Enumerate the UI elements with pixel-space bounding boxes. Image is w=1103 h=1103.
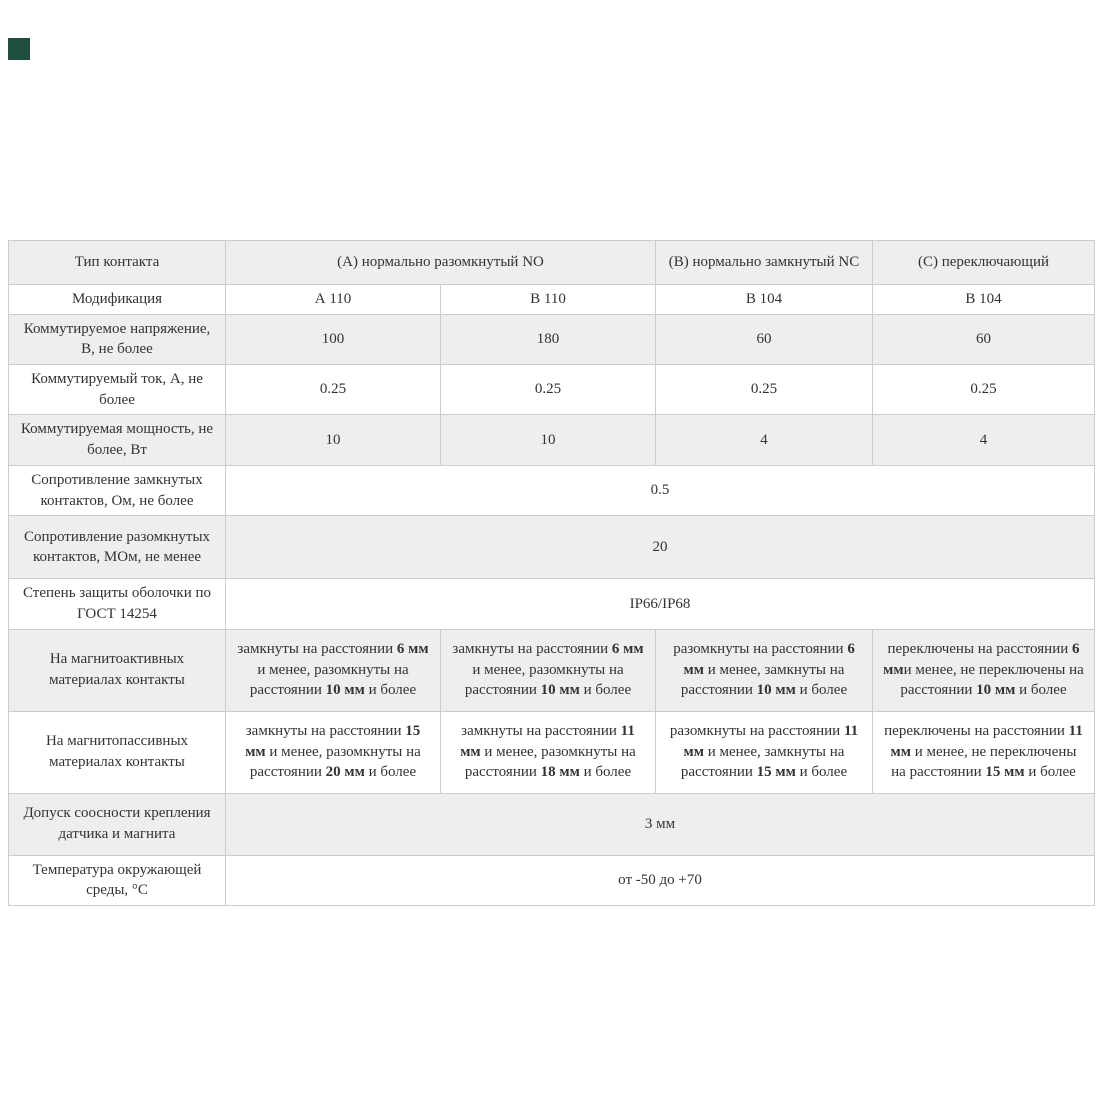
row-label: Тип контакта <box>9 241 226 285</box>
value-cell: 60 <box>873 314 1095 364</box>
value-cell: 4 <box>873 415 1095 465</box>
value-cell: В 110 <box>441 285 656 315</box>
value-cell: 100 <box>226 314 441 364</box>
table-row-modification <box>9 285 1095 315</box>
row-label: Степень защиты оболочки по ГОСТ 14254 <box>9 579 226 629</box>
value-cell: 10 <box>441 415 656 465</box>
value-cell: переключены на расстоянии 11 мм и менее, не переключены на расстоянии 15 мм и более <box>873 711 1095 793</box>
value-cell: 60 <box>656 314 873 364</box>
value-cell: 4 <box>656 415 873 465</box>
value-cell: замкнуты на расстоянии 6 мм и менее, разомкнуты на расстоянии 10 мм и более <box>441 629 656 711</box>
value-cell: 0.5 <box>226 465 1095 515</box>
row-label: Допуск соосности крепления датчика и магнита <box>9 793 226 855</box>
value-cell: замкнуты на расстоянии 6 мм и менее, разомкнуты на расстоянии 10 мм и более <box>226 629 441 711</box>
value-cell: 0.25 <box>656 365 873 415</box>
value-cell: 3 мм <box>226 793 1095 855</box>
row-label: Коммутируемый ток, А, не более <box>9 365 226 415</box>
value-cell: от -50 до +70 <box>226 855 1095 905</box>
row-label: Сопротивление замкнутых контактов, Ом, не более <box>9 465 226 515</box>
value-cell: замкнуты на расстоянии 11 мм и менее, разомкнуты на расстоянии 18 мм и более <box>441 711 656 793</box>
value-cell: 10 <box>226 415 441 465</box>
value-cell: (В) нормально замкнутый NC <box>656 241 873 285</box>
table-row-open-resistance <box>9 516 1095 579</box>
value-cell: 0.25 <box>441 365 656 415</box>
row-label: Сопротивление разомкнутых контактов, МОм, не менее <box>9 516 226 579</box>
value-cell: 180 <box>441 314 656 364</box>
row-label: Температура окружающей среды, °С <box>9 855 226 905</box>
value-cell: А 110 <box>226 285 441 315</box>
row-label: Коммутируемое напряжение, В, не более <box>9 314 226 364</box>
spec-table <box>8 240 1095 906</box>
table-row-voltage <box>9 314 1095 364</box>
row-label: Коммутируемая мощность, не более, Вт <box>9 415 226 465</box>
table-row-magnetoactive <box>9 629 1095 711</box>
brand-square-icon <box>8 38 30 60</box>
value-cell: 0.25 <box>226 365 441 415</box>
value-cell: (С) переключающий <box>873 241 1095 285</box>
row-label: На магнитоактивных материалах контакты <box>9 629 226 711</box>
table-row-power <box>9 415 1095 465</box>
table-row-temperature <box>9 855 1095 905</box>
value-cell: В 104 <box>873 285 1095 315</box>
row-label: На магнитопассивных материалах контакты <box>9 711 226 793</box>
value-cell: 0.25 <box>873 365 1095 415</box>
table-row-alignment-tolerance <box>9 793 1095 855</box>
table-row-closed-resistance <box>9 465 1095 515</box>
value-cell: IP66/IP68 <box>226 579 1095 629</box>
row-label: Модификация <box>9 285 226 315</box>
value-cell: замкнуты на расстоянии 15 мм и менее, разомкнуты на расстоянии 20 мм и более <box>226 711 441 793</box>
value-cell: В 104 <box>656 285 873 315</box>
table-row-current <box>9 365 1095 415</box>
value-cell: переключены на расстоянии 6 мми менее, не переключены на расстоянии 10 мм и более <box>873 629 1095 711</box>
table-row-contact-type <box>9 241 1095 285</box>
value-cell: разомкнуты на расстоянии 11 мм и менее, замкнуты на расстоянии 15 мм и более <box>656 711 873 793</box>
value-cell: разомкнуты на расстоянии 6 мм и менее, замкнуты на расстоянии 10 мм и более <box>656 629 873 711</box>
table-row-magnetopassive <box>9 711 1095 793</box>
table-row-ip-rating <box>9 579 1095 629</box>
value-cell: (А) нормально разомкнутый NO <box>226 241 656 285</box>
value-cell: 20 <box>226 516 1095 579</box>
